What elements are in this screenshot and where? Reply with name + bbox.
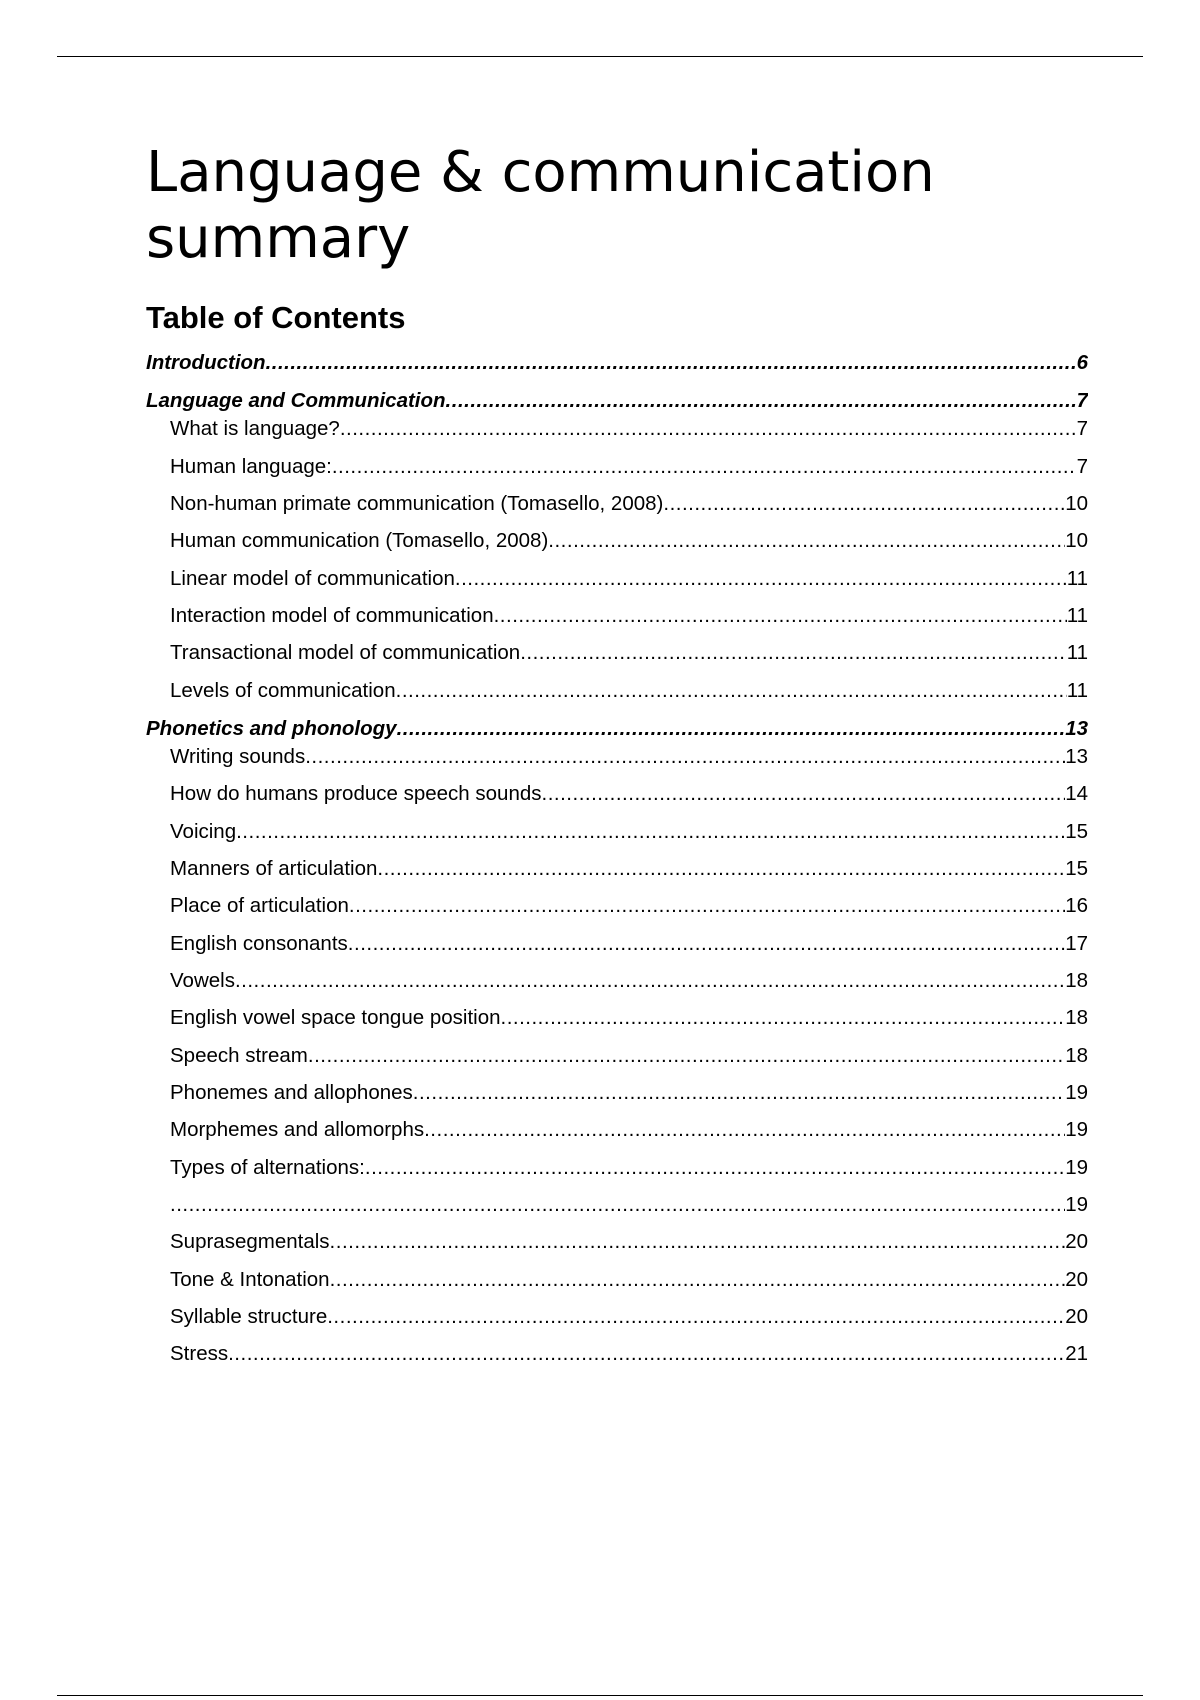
- toc-leader-dots: [349, 893, 1065, 919]
- document-title: [146, 140, 1088, 272]
- toc-entry-label: English consonants: [170, 932, 348, 955]
- toc-entry-page-number: 7: [1076, 455, 1088, 478]
- toc-leader-dots: [330, 1229, 1066, 1255]
- toc-entry-label: Types of alternations:: [170, 1156, 365, 1179]
- toc-leader-dots: [236, 819, 1065, 845]
- toc-entry-label: Writing sounds: [170, 745, 306, 768]
- toc-entry-label: How do humans produce speech sounds: [170, 782, 542, 805]
- toc-entry-subsection[interactable]: [170, 640, 1088, 666]
- footer-rule: [57, 1695, 1143, 1696]
- toc-leader-dots: [520, 640, 1067, 666]
- document-title-line-1: Language & communication: [146, 140, 935, 205]
- toc-entry-page-number: 19: [1065, 1118, 1088, 1141]
- toc-entry-page-number: 11: [1066, 567, 1088, 590]
- toc-entry-subsection[interactable]: [170, 1304, 1088, 1330]
- toc-entry-subsection[interactable]: [170, 454, 1088, 480]
- toc-entry-subsection[interactable]: [170, 893, 1088, 919]
- toc-leader-dots: [413, 1080, 1065, 1106]
- toc-entry-page-number: 14: [1065, 782, 1088, 805]
- toc-entry-label: English vowel space tongue position: [170, 1006, 501, 1029]
- toc-leader-dots: [332, 454, 1077, 480]
- toc-entry-page-number: 10: [1065, 529, 1088, 552]
- toc-entry-page-number: 6: [1076, 351, 1088, 374]
- toc-entry-label: Language and Communication: [146, 389, 446, 412]
- toc-leader-dots: [501, 1005, 1066, 1031]
- toc-entry-label: What is language?: [170, 417, 340, 440]
- toc-entry-page-number: 17: [1065, 932, 1088, 955]
- toc-entry-subsection[interactable]: [170, 819, 1088, 845]
- toc-entry-page-number: 15: [1065, 820, 1088, 843]
- toc-entry-subsection[interactable]: [170, 781, 1088, 807]
- toc-leader-dots: [228, 1341, 1065, 1367]
- toc-entry-page-number: 19: [1065, 1081, 1088, 1104]
- toc-entry-subsection[interactable]: [170, 566, 1088, 592]
- toc-entry-page-number: 15: [1065, 857, 1088, 880]
- toc-entry-label: Stress: [170, 1342, 229, 1365]
- toc-leader-dots: [266, 350, 1077, 376]
- toc-entry-label: Phonemes and allophones: [170, 1081, 413, 1104]
- toc-entry-label: Voicing: [170, 820, 237, 843]
- toc-leader-dots: [365, 1155, 1065, 1181]
- toc-leader-dots: [348, 931, 1065, 957]
- toc-leader-dots: [327, 1304, 1065, 1330]
- toc-leader-dots: [170, 1192, 1065, 1218]
- toc-leader-dots: [494, 603, 1067, 629]
- toc-entry-subsection[interactable]: [170, 1229, 1088, 1255]
- toc-leader-dots: [424, 1117, 1065, 1143]
- toc-entry-subsection[interactable]: [170, 1155, 1088, 1181]
- toc-entry-page-number: 18: [1065, 969, 1088, 992]
- toc-entry-subsection[interactable]: [170, 1005, 1088, 1031]
- toc-entry-label: Human communication (Tomasello, 2008): [170, 529, 549, 552]
- toc-entry-label: Manners of articulation: [170, 857, 378, 880]
- toc-entry-subsection[interactable]: [170, 1043, 1088, 1069]
- toc-entry-section[interactable]: [146, 716, 1088, 742]
- toc-entry-page-number: 20: [1065, 1230, 1088, 1253]
- toc-entry-label: Syllable structure: [170, 1305, 328, 1328]
- toc-entry-label: Morphemes and allomorphs: [170, 1118, 425, 1141]
- toc-entry-subsection[interactable]: [170, 1267, 1088, 1293]
- toc-leader-dots: [455, 566, 1067, 592]
- toc-entry-subsection[interactable]: [170, 856, 1088, 882]
- toc-entry-label: Phonetics and phonology: [146, 717, 397, 740]
- toc-entry-page-number: 10: [1065, 492, 1088, 515]
- toc-leader-dots: [548, 528, 1065, 554]
- toc-entry-page-number: 20: [1065, 1268, 1088, 1291]
- toc-leader-dots: [446, 388, 1077, 414]
- toc-leader-dots: [377, 856, 1065, 882]
- toc-entry-page-number: 21: [1065, 1342, 1088, 1365]
- toc-entry-label: Place of articulation: [170, 894, 349, 917]
- toc-entry-page-number: 11: [1066, 641, 1088, 664]
- toc-heading: Table of Contents: [146, 300, 406, 335]
- toc-entry-page-number: 11: [1066, 679, 1088, 702]
- toc-entry-section[interactable]: [146, 388, 1088, 414]
- toc-entry-subsection[interactable]: [170, 931, 1088, 957]
- toc-entry-subsection[interactable]: [170, 1117, 1088, 1143]
- toc-entry-subsection[interactable]: [170, 678, 1088, 704]
- toc-entry-label: Non-human primate communication (Tomasello, 2008): [170, 492, 664, 515]
- toc-entry-subsection[interactable]: [170, 416, 1088, 442]
- toc-entry-page-number: 20: [1065, 1305, 1088, 1328]
- toc-entry-label: Speech stream: [170, 1044, 308, 1067]
- document-title-line-2: summary: [146, 206, 411, 271]
- toc-entry-page-number: 18: [1065, 1006, 1088, 1029]
- toc-entry-page-number: 13: [1065, 717, 1088, 740]
- toc-entry-page-number: 19: [1065, 1156, 1088, 1179]
- toc-entry-page-number: 11: [1066, 604, 1088, 627]
- toc-entry-page-number: 7: [1076, 389, 1088, 412]
- toc-entry-subsection[interactable]: [170, 1192, 1088, 1218]
- toc-leader-dots: [340, 416, 1077, 442]
- toc-entry-label: Interaction model of communication: [170, 604, 494, 627]
- toc-entry-subsection[interactable]: [170, 1341, 1088, 1367]
- toc-entry-label: Levels of communication: [170, 679, 396, 702]
- page-content: [146, 140, 1088, 1365]
- toc-entry-page-number: 7: [1076, 417, 1088, 440]
- header-rule: [57, 56, 1143, 57]
- toc-entry-label: Suprasegmentals: [170, 1230, 330, 1253]
- toc-entry-label: Vowels: [170, 969, 235, 992]
- toc-entry-label: Transactional model of communication: [170, 641, 521, 664]
- toc-entry-label: Linear model of communication: [170, 567, 455, 590]
- toc-entry-label: Human language:: [170, 455, 332, 478]
- toc-entry-subsection[interactable]: [170, 528, 1088, 554]
- toc-leader-dots: [305, 744, 1065, 770]
- toc-entry-page-number: 18: [1065, 1044, 1088, 1067]
- toc-leader-dots: [235, 968, 1065, 994]
- toc-entry-label: Tone & Intonation: [170, 1268, 330, 1291]
- toc-entry-page-number: 19: [1065, 1193, 1088, 1216]
- toc-entry-label: Introduction: [146, 351, 266, 374]
- toc-entry-subsection[interactable]: [170, 968, 1088, 994]
- toc-entry-page-number: 13: [1065, 745, 1088, 768]
- toc-leader-dots: [396, 678, 1067, 704]
- toc-leader-dots: [663, 491, 1065, 517]
- toc-entry-section[interactable]: [146, 350, 1088, 376]
- toc-leader-dots: [330, 1267, 1066, 1293]
- toc-leader-dots: [397, 716, 1066, 742]
- toc-leader-dots: [542, 781, 1066, 807]
- toc-entry-subsection[interactable]: [170, 603, 1088, 629]
- toc-entry-subsection[interactable]: [170, 491, 1088, 517]
- toc-entry-subsection[interactable]: [170, 1080, 1088, 1106]
- toc-leader-dots: [308, 1043, 1065, 1069]
- toc-entry-subsection[interactable]: [170, 744, 1088, 770]
- toc-entry-page-number: 16: [1065, 894, 1088, 917]
